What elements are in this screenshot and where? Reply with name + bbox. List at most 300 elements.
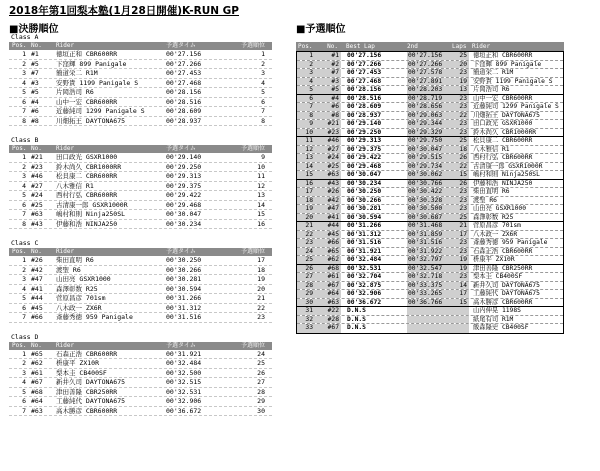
cell-no: #43 bbox=[327, 179, 339, 187]
cell-no: #64 bbox=[31, 397, 43, 405]
header-best: Best Lap bbox=[346, 43, 375, 50]
cell-pos: 26 bbox=[305, 264, 313, 272]
cell-no: #21 bbox=[327, 120, 339, 127]
cell-rider: 近藤純司 1299 Panigale S bbox=[56, 107, 145, 115]
cell-no: #3 bbox=[31, 78, 39, 87]
cell-no: #67 bbox=[31, 378, 43, 386]
cell-best: 00'30.234 bbox=[347, 179, 382, 187]
table-row bbox=[9, 350, 272, 360]
cell-rider: 片岡浩司 R6 bbox=[473, 86, 510, 93]
table-row bbox=[297, 205, 563, 214]
cell-rank: 7 bbox=[261, 107, 265, 115]
header-no: No. bbox=[31, 248, 42, 255]
table-row bbox=[9, 285, 272, 295]
cell-no: #6 bbox=[331, 103, 339, 110]
cell-no: #41 bbox=[31, 284, 43, 293]
cell-pos: 23 bbox=[305, 239, 313, 246]
cell-no: #46 bbox=[327, 137, 339, 144]
cell-rider: 柴田直明 R6 bbox=[473, 188, 510, 195]
cell-pos: 7 bbox=[22, 107, 26, 115]
cell-rider: 安野貴 1199 Panigale S bbox=[473, 77, 553, 85]
cell-second: 00'30.062 bbox=[408, 171, 443, 178]
header-pos: Pos. bbox=[12, 248, 27, 255]
header-no: No. bbox=[31, 42, 42, 49]
cell-time: 00'30.234 bbox=[166, 219, 202, 228]
qualifying-table bbox=[296, 51, 564, 334]
cell-time: 00'27.156 bbox=[166, 50, 202, 58]
table-row bbox=[297, 316, 563, 325]
cell-second: 00'28.656 bbox=[408, 103, 443, 110]
cell-time: 00'32.484 bbox=[166, 359, 202, 367]
cell-rider: 片岡浩司 R6 bbox=[56, 88, 94, 96]
cell-no: #42 bbox=[327, 196, 339, 204]
cell-no: #25 bbox=[327, 162, 339, 170]
cell-second: 00'30.500 bbox=[408, 205, 443, 212]
cell-laps: 25 bbox=[459, 52, 467, 59]
cell-pos: 1 bbox=[22, 256, 26, 264]
cell-second: 00'30.328 bbox=[408, 196, 443, 204]
table-row bbox=[9, 304, 272, 314]
cell-no: #4 bbox=[31, 97, 39, 106]
table-row bbox=[9, 98, 272, 108]
cell-best: 00'36.672 bbox=[347, 298, 382, 306]
cell-rider: 石森正浩 CBR600RR bbox=[473, 247, 533, 255]
cell-pos: 4 bbox=[309, 77, 313, 85]
cell-best: 00'27.468 bbox=[347, 77, 382, 85]
cell-no: #44 bbox=[327, 222, 339, 229]
cell-no: #66 bbox=[327, 239, 339, 246]
cell-laps: 13 bbox=[459, 86, 467, 93]
cell-rider: 鈴木尚久 CBR1000RR bbox=[56, 162, 122, 171]
cell-pos: 9 bbox=[309, 120, 313, 127]
cell-second: 00'32.547 bbox=[408, 264, 443, 272]
cell-laps: 26 bbox=[459, 179, 467, 187]
cell-second: 00'33.265 bbox=[408, 290, 443, 297]
cell-second: 00'29.750 bbox=[408, 137, 443, 144]
cell-no: #43 bbox=[31, 219, 43, 228]
cell-no: #27 bbox=[31, 181, 43, 190]
qualifying-heading: ■予選順位 bbox=[296, 24, 346, 35]
table-row bbox=[297, 69, 563, 78]
cell-time: 00'28.156 bbox=[166, 88, 202, 96]
cell-time: 00'30.047 bbox=[166, 210, 202, 218]
cell-pos: 8 bbox=[22, 116, 26, 125]
cell-rank: 22 bbox=[257, 303, 265, 312]
header-rider: Rider bbox=[56, 145, 75, 152]
table-row bbox=[9, 191, 272, 201]
cell-rider: 近藤純司 1299 Panigale S bbox=[473, 103, 559, 110]
cell-pos: 3 bbox=[22, 69, 26, 77]
cell-laps: 23 bbox=[459, 188, 467, 195]
table-row bbox=[9, 60, 272, 70]
cell-second: 00'27.156 bbox=[408, 52, 443, 59]
header-pos: Pos. bbox=[298, 43, 313, 50]
cell-rider: 渡聖 R6 bbox=[56, 265, 81, 274]
cell-pos: 31 bbox=[305, 307, 313, 314]
cell-rider: 山田亮 GSXR1000 bbox=[56, 275, 111, 283]
cell-pos: 8 bbox=[22, 219, 26, 228]
cell-best: 00'32.875 bbox=[347, 281, 382, 289]
table-row bbox=[297, 222, 563, 231]
cell-pos: 7 bbox=[22, 210, 26, 218]
table-row bbox=[9, 359, 272, 369]
cell-time: 00'31.516 bbox=[166, 313, 202, 321]
cell-best: 00'30.250 bbox=[347, 188, 382, 195]
finals-results bbox=[9, 33, 272, 416]
cell-rider: 川畑拓王 DAYTONA675 bbox=[473, 111, 540, 119]
header-pos: Pos. bbox=[12, 341, 27, 349]
header-time: 予選タイム bbox=[166, 145, 196, 152]
cell-rank: 14 bbox=[257, 200, 265, 209]
table-row bbox=[297, 282, 563, 291]
cell-rider: 菅原昌彦 701sm bbox=[56, 294, 106, 302]
cell-rank: 5 bbox=[261, 88, 265, 96]
cell-second: 00'27.578 bbox=[408, 69, 443, 76]
table-row bbox=[9, 182, 272, 192]
cell-rider: 八木雅信 R1 bbox=[56, 181, 94, 190]
header-rider: Rider bbox=[56, 341, 75, 349]
table-row bbox=[297, 171, 563, 180]
cell-second: 00'29.734 bbox=[408, 162, 443, 170]
cell-rider: 梨本圭 CB400SF bbox=[473, 273, 523, 280]
cell-rider: 八木政一 ZX6R bbox=[473, 230, 518, 238]
table-row bbox=[9, 153, 272, 163]
cell-rider: 松貝康二 CBR600RR bbox=[56, 172, 118, 180]
table-row bbox=[297, 129, 563, 138]
table-row bbox=[9, 88, 272, 98]
cell-rider: 田口政光 GSXR1000 bbox=[473, 120, 533, 127]
cell-time: 00'32.515 bbox=[166, 378, 202, 386]
table-row bbox=[9, 117, 272, 127]
table-row bbox=[9, 275, 272, 285]
cell-pos: 2 bbox=[22, 59, 26, 68]
cell-best: 00'31.516 bbox=[347, 239, 382, 246]
table-row bbox=[297, 86, 563, 95]
cell-rider: 枡康平 ZX10R bbox=[473, 256, 515, 263]
cell-laps: 26 bbox=[459, 154, 467, 161]
cell-time: 00'32.531 bbox=[166, 387, 202, 396]
table-row bbox=[9, 220, 272, 230]
cell-rider: 斎藤秀徳 959 Panigale bbox=[56, 313, 133, 321]
cell-second: 00'31.516 bbox=[408, 239, 443, 246]
cell-no: #24 bbox=[31, 191, 43, 199]
table-row bbox=[9, 294, 272, 304]
cell-best: 00'32.704 bbox=[347, 273, 382, 280]
cell-rank: 19 bbox=[257, 275, 265, 283]
cell-rank: 26 bbox=[257, 368, 265, 377]
cell-second: 00'30.687 bbox=[408, 213, 443, 221]
table-row bbox=[297, 265, 563, 274]
cell-no: #25 bbox=[31, 200, 43, 209]
cell-no: #62 bbox=[31, 359, 43, 367]
cell-pos: 20 bbox=[305, 213, 313, 221]
cell-pos: 12 bbox=[305, 145, 313, 153]
cell-rank: 9 bbox=[261, 153, 265, 161]
cell-no: #47 bbox=[31, 275, 43, 283]
cell-time: 00'29.313 bbox=[166, 172, 202, 180]
cell-rank: 8 bbox=[261, 116, 265, 125]
cell-pos: 7 bbox=[22, 406, 26, 415]
table-row bbox=[297, 112, 563, 121]
table-row bbox=[9, 163, 272, 173]
header-time: 予選タイム bbox=[166, 42, 196, 49]
cell-best: 00'29.250 bbox=[347, 128, 382, 136]
table-header bbox=[9, 248, 272, 256]
cell-pos: 6 bbox=[309, 94, 313, 102]
cell-no: #2 bbox=[331, 60, 339, 68]
cell-rider: 新井久司 DAYTONA675 bbox=[473, 281, 540, 289]
cell-time: 00'30.281 bbox=[166, 275, 202, 283]
cell-rider: 伊藤和浩 NINJA250 bbox=[56, 219, 118, 228]
class-label: Class B bbox=[11, 136, 39, 144]
cell-no: #61 bbox=[31, 368, 43, 377]
cell-rank: 4 bbox=[261, 78, 265, 87]
cell-time: 00'27.453 bbox=[166, 69, 202, 77]
cell-best: 00'28.937 bbox=[347, 111, 382, 119]
cell-no: #63 bbox=[327, 298, 339, 306]
cell-second: 00'28.719 bbox=[408, 94, 443, 102]
cell-no: #1 bbox=[331, 52, 339, 59]
cell-best: 00'28.516 bbox=[347, 94, 382, 102]
cell-second: 00'31.859 bbox=[408, 230, 443, 238]
cell-second: 00'33.375 bbox=[408, 281, 443, 289]
cell-no: #21 bbox=[31, 153, 43, 161]
cell-time: 00'31.921 bbox=[166, 349, 202, 358]
cell-best: 00'30.281 bbox=[347, 205, 382, 212]
cell-pos: 6 bbox=[22, 397, 26, 405]
cell-best: 00'27.266 bbox=[347, 60, 382, 68]
cell-second: 00'31.922 bbox=[408, 247, 443, 255]
table-row bbox=[9, 266, 272, 276]
cell-time: 00'30.266 bbox=[166, 265, 202, 274]
cell-pos: 4 bbox=[22, 181, 26, 190]
cell-rider: 八木雅信 R1 bbox=[473, 145, 510, 153]
cell-pos: 19 bbox=[305, 205, 313, 212]
cell-laps: 17 bbox=[459, 290, 467, 297]
cell-no: #45 bbox=[327, 230, 339, 238]
cell-time: 00'29.140 bbox=[166, 153, 202, 161]
table-row bbox=[297, 120, 563, 129]
cell-rider: 徳垣正和 CBR600RR bbox=[473, 52, 533, 59]
table-row bbox=[9, 369, 272, 379]
cell-best: 00'28.156 bbox=[347, 86, 382, 93]
cell-time: 00'28.609 bbox=[166, 107, 202, 115]
cell-second: 00'30.766 bbox=[408, 179, 443, 187]
cell-rider: 山中一宏 CBR600RR bbox=[56, 97, 118, 106]
cell-rank: 25 bbox=[257, 359, 265, 367]
cell-rider: 枡康平 ZX10R bbox=[56, 359, 99, 367]
cell-rank: 13 bbox=[257, 191, 265, 199]
cell-rider: 森澤彰数 R25 bbox=[473, 213, 514, 221]
table-row bbox=[297, 299, 563, 308]
cell-rider: 菅原昌彦 701sm bbox=[473, 222, 521, 229]
cell-laps: 23 bbox=[459, 94, 467, 102]
cell-second: 00'30.047 bbox=[408, 145, 443, 153]
cell-no: #6 bbox=[31, 107, 39, 115]
cell-no: #3 bbox=[331, 77, 339, 85]
cell-pos: 33 bbox=[305, 324, 313, 331]
cell-best: 00'29.313 bbox=[347, 137, 382, 144]
cell-rider: 下窪輝 899 Panigale bbox=[473, 60, 542, 68]
qualifying-results bbox=[296, 42, 564, 334]
cell-pos: 1 bbox=[309, 52, 313, 59]
cell-laps: 19 bbox=[459, 256, 467, 263]
table-row bbox=[9, 313, 272, 323]
table-row bbox=[297, 248, 563, 257]
cell-pos: 1 bbox=[22, 50, 26, 58]
cell-laps: 23 bbox=[459, 128, 467, 136]
cell-rider: 工藤純代 DAYTONA675 bbox=[56, 397, 126, 405]
cell-rank: 11 bbox=[257, 172, 265, 180]
cell-no: #24 bbox=[327, 154, 339, 161]
table-row bbox=[9, 397, 272, 407]
cell-rank: 12 bbox=[257, 181, 265, 190]
cell-pos: 3 bbox=[309, 69, 313, 76]
cell-laps: 25 bbox=[459, 213, 467, 221]
cell-no: #62 bbox=[327, 256, 339, 263]
cell-pos: 16 bbox=[305, 179, 313, 187]
cell-laps: 22 bbox=[459, 162, 467, 170]
cell-pos: 7 bbox=[309, 103, 313, 110]
table-row bbox=[297, 273, 563, 282]
cell-time: 00'28.937 bbox=[166, 116, 202, 125]
cell-rider: 新井久司 DAYTONA675 bbox=[56, 378, 126, 386]
cell-time: 00'31.266 bbox=[166, 294, 202, 302]
cell-best: 00'30.594 bbox=[347, 213, 382, 221]
cell-pos: 17 bbox=[305, 188, 313, 195]
cell-pos: 2 bbox=[22, 359, 26, 367]
cell-time: 00'32.500 bbox=[166, 368, 202, 377]
cell-no: #44 bbox=[31, 294, 43, 302]
cell-rider: 川畑拓王 DAYTONA675 bbox=[56, 116, 126, 125]
table-row bbox=[9, 256, 272, 266]
cell-rider: 森澤彰数 R25 bbox=[56, 284, 98, 293]
cell-pos: 5 bbox=[22, 387, 26, 396]
cell-no: #5 bbox=[331, 86, 339, 93]
cell-no: #8 bbox=[31, 116, 39, 125]
cell-rider: 山中一宏 CBR600RR bbox=[473, 94, 533, 102]
cell-laps: 15 bbox=[459, 298, 467, 306]
cell-rider: 八木政一 ZX6R bbox=[56, 303, 102, 312]
cell-rider: 高木勝彦 CBR600RR bbox=[56, 406, 118, 415]
cell-pos: 4 bbox=[22, 378, 26, 386]
cell-rank: 23 bbox=[257, 313, 265, 321]
cell-pos: 32 bbox=[305, 315, 313, 323]
cell-pos: 6 bbox=[22, 200, 26, 209]
cell-time: 00'29.250 bbox=[166, 162, 202, 171]
header-no: No. bbox=[31, 145, 42, 152]
table-header bbox=[9, 145, 272, 153]
table-row bbox=[297, 197, 563, 206]
cell-laps: 17 bbox=[459, 230, 467, 238]
cell-rider: 鈴木尚久 CBR1000RR bbox=[473, 128, 537, 136]
cell-best: 00'27.453 bbox=[347, 69, 382, 76]
header-no: No. bbox=[327, 43, 338, 50]
table-row bbox=[297, 95, 563, 104]
cell-no: #47 bbox=[327, 205, 339, 212]
cell-pos: 30 bbox=[305, 298, 313, 306]
table-row bbox=[297, 137, 563, 146]
cell-rank: 1 bbox=[261, 50, 265, 58]
cell-time: 00'32.906 bbox=[166, 397, 202, 405]
cell-rider: 紙尾有司 R1M bbox=[473, 315, 514, 323]
cell-best: 00'31.312 bbox=[347, 230, 382, 238]
cell-rank: 2 bbox=[261, 59, 265, 68]
table-row bbox=[9, 69, 272, 79]
cell-laps: 19 bbox=[459, 264, 467, 272]
header-rank: 予選順位 bbox=[241, 145, 266, 152]
cell-rank: 16 bbox=[257, 219, 265, 228]
table-row bbox=[297, 61, 563, 70]
cell-laps: 25 bbox=[459, 137, 467, 144]
class-label: Class A bbox=[11, 33, 39, 41]
cell-rider: 簡道栄二 R1M bbox=[473, 69, 514, 76]
cell-no: #5 bbox=[31, 88, 39, 96]
cell-pos: 6 bbox=[22, 97, 26, 106]
cell-rider: 古清康一郎 GSXR1000R bbox=[473, 162, 543, 170]
cell-laps: 23 bbox=[459, 239, 467, 246]
cell-pos: 2 bbox=[22, 162, 26, 171]
cell-pos: 3 bbox=[22, 172, 26, 180]
table-row bbox=[9, 79, 272, 89]
header-time: 予選タイム bbox=[166, 341, 196, 349]
cell-rank: 28 bbox=[257, 387, 265, 396]
cell-rider: 渡聖 R6 bbox=[473, 196, 497, 204]
cell-rider: 西村行弘 CBR600RR bbox=[473, 154, 533, 161]
cell-time: 00'27.266 bbox=[166, 59, 202, 68]
header-no: No. bbox=[31, 341, 42, 349]
cell-second: 00'27.266 bbox=[408, 60, 443, 68]
cell-no: #26 bbox=[327, 188, 339, 195]
table-row bbox=[9, 201, 272, 211]
cell-laps: 23 bbox=[459, 69, 467, 76]
header-second: 2nd bbox=[407, 43, 418, 50]
cell-rank: 30 bbox=[257, 406, 265, 415]
cell-rank: 24 bbox=[257, 349, 265, 358]
cell-no: #67 bbox=[327, 324, 339, 331]
cell-no: #66 bbox=[31, 313, 43, 321]
cell-rank: 6 bbox=[261, 97, 265, 106]
cell-time: 00'30.594 bbox=[166, 284, 202, 293]
cell-no: #61 bbox=[327, 273, 339, 280]
cell-pos: 3 bbox=[22, 368, 26, 377]
table-row bbox=[9, 388, 272, 398]
cell-pos: 6 bbox=[22, 303, 26, 312]
cell-second: 00'29.344 bbox=[408, 120, 443, 127]
cell-no: #63 bbox=[31, 406, 43, 415]
cell-rider: 田口政光 GSXR1000 bbox=[56, 153, 118, 161]
cell-pos: 29 bbox=[305, 290, 313, 297]
cell-no: #5 bbox=[31, 59, 39, 68]
table-row bbox=[297, 214, 563, 223]
cell-rank: 10 bbox=[257, 162, 265, 171]
cell-pos: 28 bbox=[305, 281, 313, 289]
cell-second: 00'30.422 bbox=[408, 188, 443, 195]
cell-no: #65 bbox=[31, 349, 43, 358]
cell-best: D.N.S bbox=[347, 307, 366, 314]
cell-best: 00'29.140 bbox=[347, 120, 382, 127]
cell-laps: 22 bbox=[459, 111, 467, 119]
cell-laps: 15 bbox=[459, 171, 467, 178]
table-header bbox=[9, 42, 272, 50]
cell-second: 00'32.718 bbox=[408, 273, 443, 280]
cell-best: D.N.S bbox=[347, 324, 366, 331]
table-row bbox=[9, 407, 272, 417]
table-row bbox=[297, 239, 563, 248]
cell-best: 00'32.484 bbox=[347, 256, 382, 263]
cell-rider: 斎藤秀徳 959 Panigale bbox=[473, 239, 548, 246]
qualifying-header bbox=[296, 42, 564, 51]
